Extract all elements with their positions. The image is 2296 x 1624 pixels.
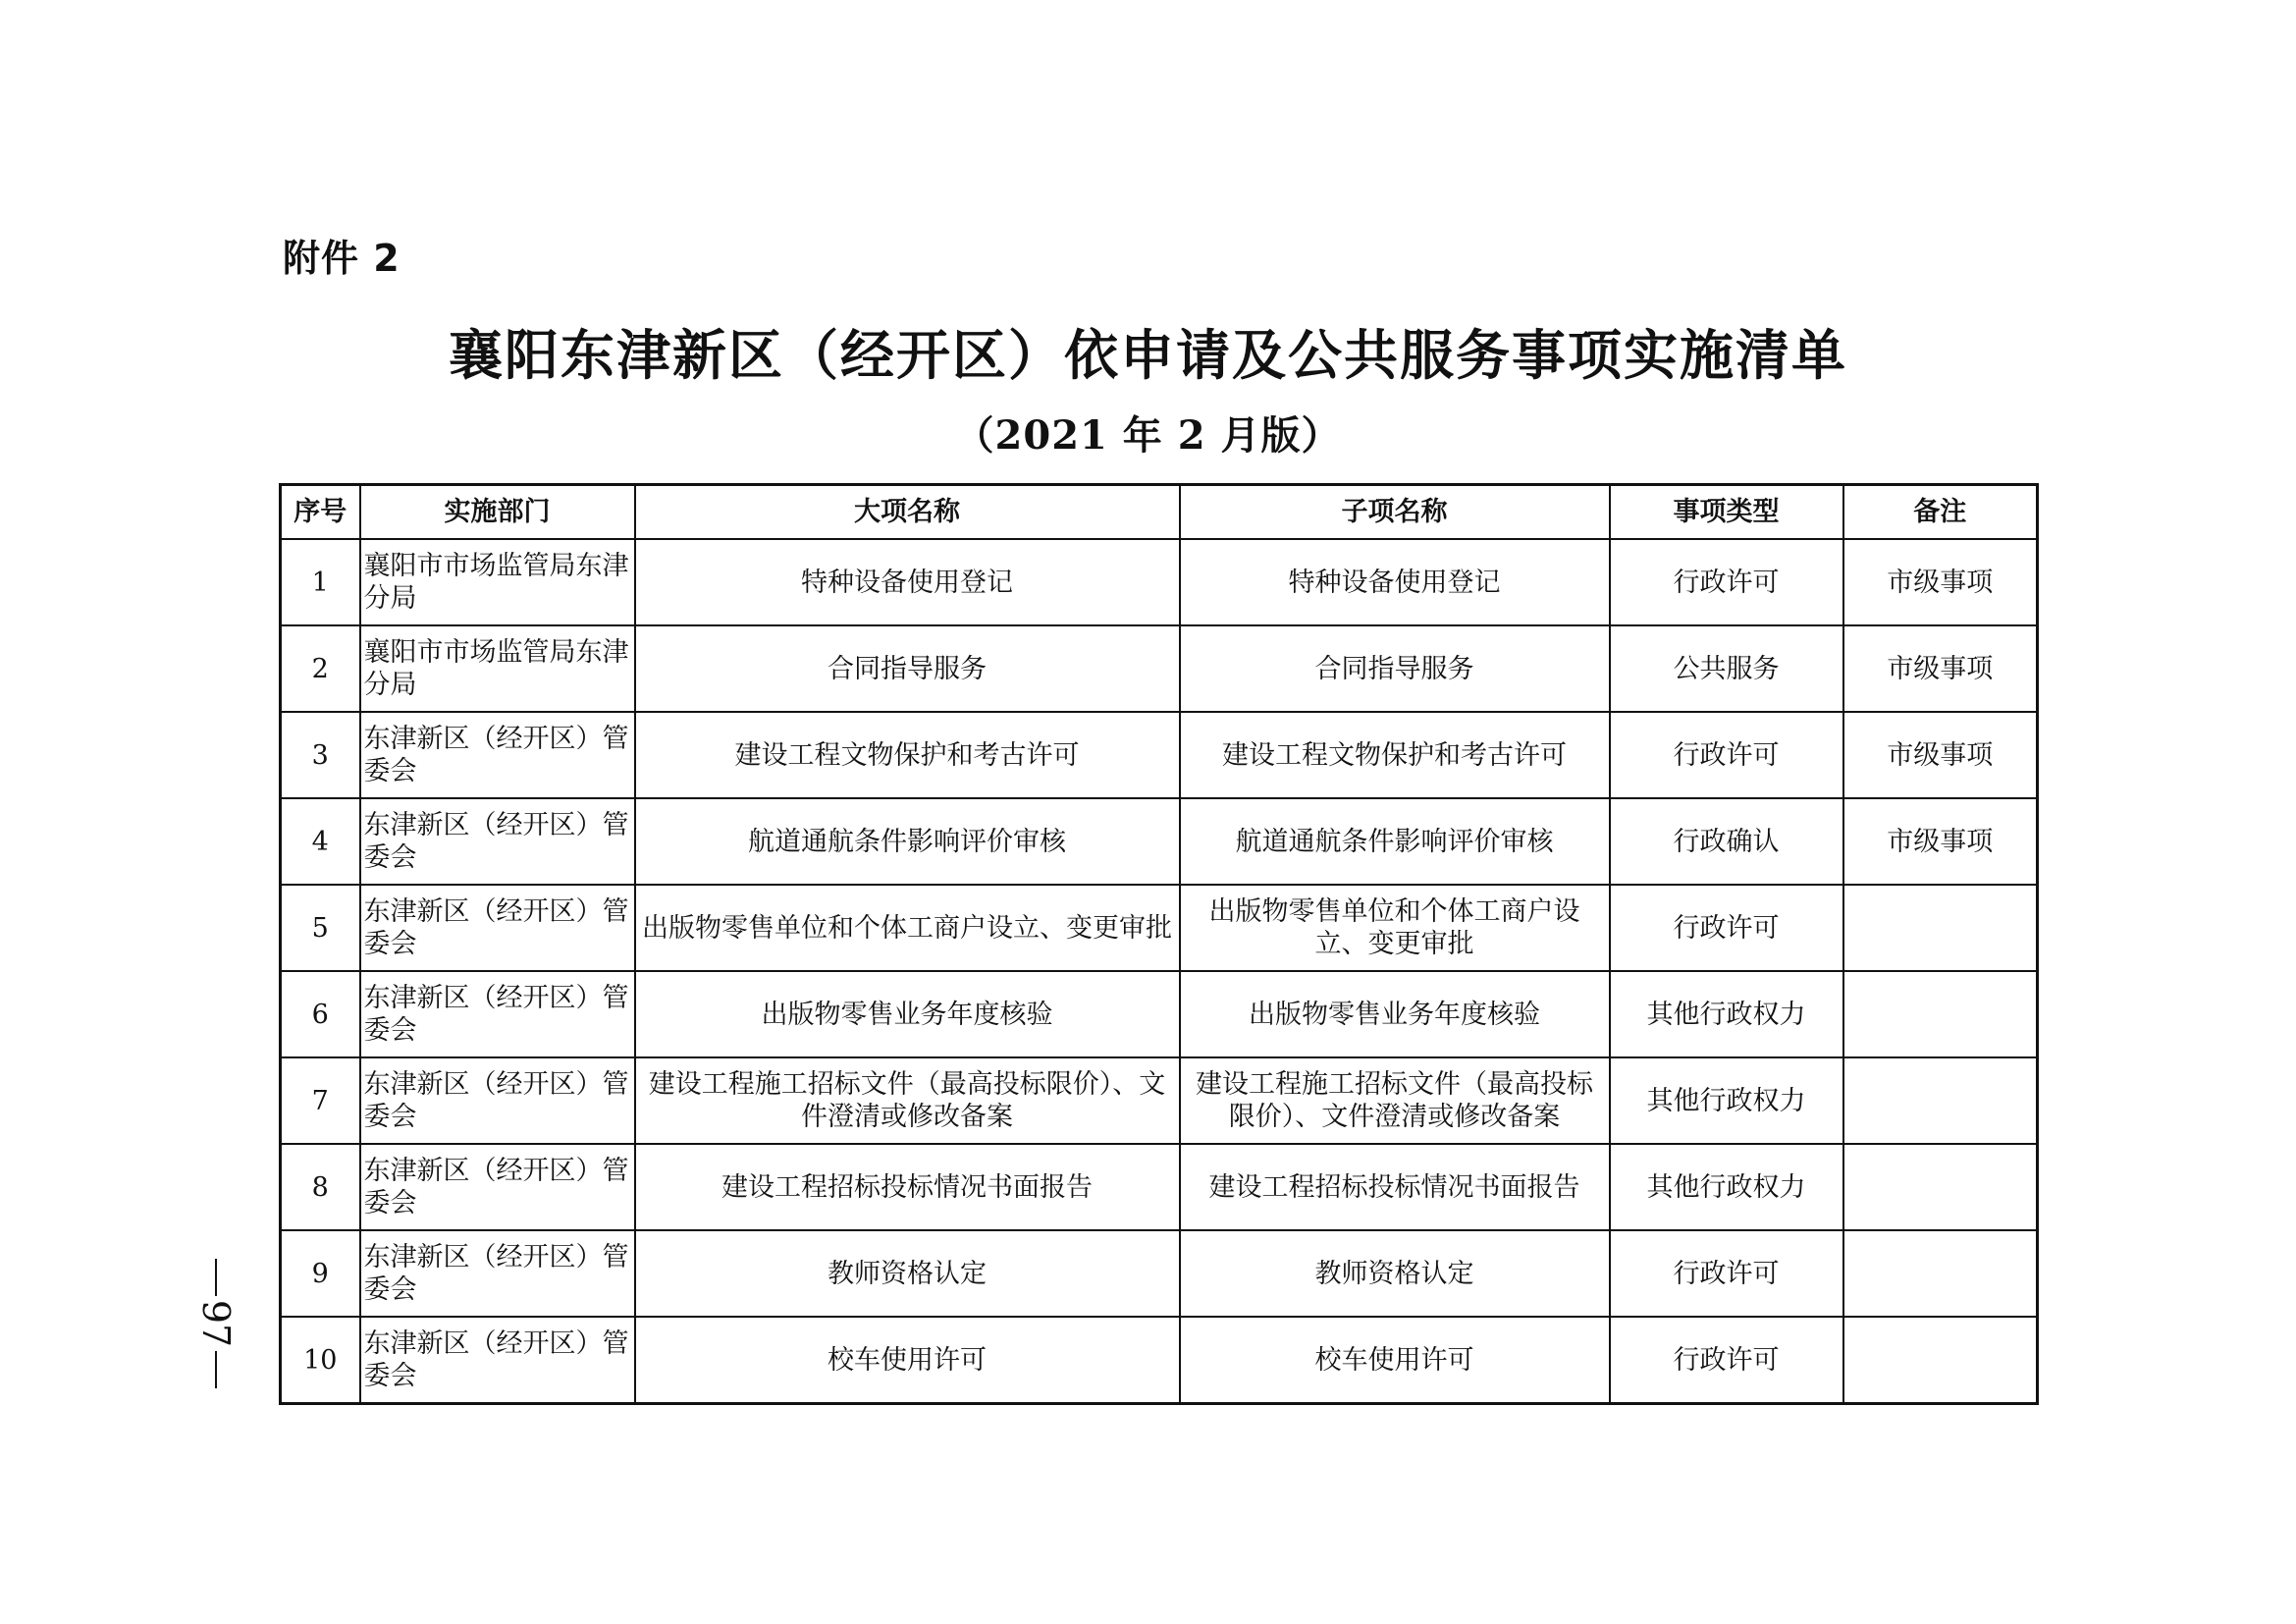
cell-sub-item: 出版物零售单位和个体工商户设立、变更审批 bbox=[1180, 885, 1610, 971]
cell-sub-item: 建设工程招标投标情况书面报告 bbox=[1180, 1144, 1610, 1230]
cell-item-type: 行政许可 bbox=[1610, 1230, 1843, 1317]
cell-remarks: 市级事项 bbox=[1843, 625, 2038, 712]
table-row bbox=[281, 1057, 2038, 1144]
cell-sub-item: 特种设备使用登记 bbox=[1180, 539, 1610, 625]
table-row bbox=[281, 885, 2038, 971]
cell-item-type: 其他行政权力 bbox=[1610, 1057, 1843, 1144]
table-row bbox=[281, 1144, 2038, 1230]
table-row bbox=[281, 1317, 2038, 1404]
cell-sub-item: 建设工程文物保护和考古许可 bbox=[1180, 712, 1610, 798]
cell-remarks bbox=[1843, 1057, 2038, 1144]
cell-index: 4 bbox=[281, 798, 360, 885]
cell-main-item: 建设工程招标投标情况书面报告 bbox=[635, 1144, 1180, 1230]
cell-sub-item: 合同指导服务 bbox=[1180, 625, 1610, 712]
cell-item-type: 行政许可 bbox=[1610, 1317, 1843, 1404]
cell-index: 9 bbox=[281, 1230, 360, 1317]
cell-main-item: 建设工程文物保护和考古许可 bbox=[635, 712, 1180, 798]
cell-main-item: 特种设备使用登记 bbox=[635, 539, 1180, 625]
cell-item-type: 行政确认 bbox=[1610, 798, 1843, 885]
cell-item-type: 其他行政权力 bbox=[1610, 971, 1843, 1057]
cell-remarks: 市级事项 bbox=[1843, 712, 2038, 798]
page-number-dash-top bbox=[215, 1259, 217, 1296]
document-title: 襄阳东津新区（经开区）依申请及公共服务事项实施清单 bbox=[448, 324, 1847, 387]
cell-index: 7 bbox=[281, 1057, 360, 1144]
table-row bbox=[281, 625, 2038, 712]
cell-sub-item: 建设工程施工招标文件（最高投标限价）、文件澄清或修改备案 bbox=[1180, 1057, 1610, 1144]
cell-remarks bbox=[1843, 1317, 2038, 1404]
cell-department: 东津新区（经开区）管委会 bbox=[360, 1317, 635, 1404]
cell-main-item: 建设工程施工招标文件（最高投标限价）、文件澄清或修改备案 bbox=[635, 1057, 1180, 1144]
cell-remarks: 市级事项 bbox=[1843, 798, 2038, 885]
cell-remarks bbox=[1843, 1144, 2038, 1230]
cell-index: 2 bbox=[281, 625, 360, 712]
cell-item-type: 公共服务 bbox=[1610, 625, 1843, 712]
cell-item-type: 行政许可 bbox=[1610, 712, 1843, 798]
cell-department: 襄阳市市场监管局东津分局 bbox=[360, 539, 635, 625]
table-row bbox=[281, 539, 2038, 625]
cell-index: 6 bbox=[281, 971, 360, 1057]
cell-index: 10 bbox=[281, 1317, 360, 1404]
cell-department: 东津新区（经开区）管委会 bbox=[360, 712, 635, 798]
header-sub-item: 子项名称 bbox=[1180, 485, 1610, 540]
cell-department: 东津新区（经开区）管委会 bbox=[360, 798, 635, 885]
cell-remarks bbox=[1843, 1230, 2038, 1317]
service-items-table bbox=[279, 483, 2039, 1405]
cell-main-item: 出版物零售业务年度核验 bbox=[635, 971, 1180, 1057]
cell-main-item: 出版物零售单位和个体工商户设立、变更审批 bbox=[635, 885, 1180, 971]
cell-department: 襄阳市市场监管局东津分局 bbox=[360, 625, 635, 712]
header-main-item: 大项名称 bbox=[635, 485, 1180, 540]
cell-item-type: 行政许可 bbox=[1610, 539, 1843, 625]
cell-department: 东津新区（经开区）管委会 bbox=[360, 1057, 635, 1144]
table-row bbox=[281, 1230, 2038, 1317]
page-number-dash-bottom bbox=[215, 1351, 217, 1388]
cell-remarks: 市级事项 bbox=[1843, 539, 2038, 625]
page-number-text: 97 bbox=[193, 1299, 238, 1348]
cell-department: 东津新区（经开区）管委会 bbox=[360, 1144, 635, 1230]
header-department: 实施部门 bbox=[360, 485, 635, 540]
attachment-label: 附件 2 bbox=[283, 237, 400, 280]
cell-department: 东津新区（经开区）管委会 bbox=[360, 1230, 635, 1317]
cell-sub-item: 出版物零售业务年度核验 bbox=[1180, 971, 1610, 1057]
cell-main-item: 教师资格认定 bbox=[635, 1230, 1180, 1317]
cell-sub-item: 教师资格认定 bbox=[1180, 1230, 1610, 1317]
cell-index: 3 bbox=[281, 712, 360, 798]
cell-remarks bbox=[1843, 885, 2038, 971]
cell-department: 东津新区（经开区）管委会 bbox=[360, 971, 635, 1057]
cell-remarks bbox=[1843, 971, 2038, 1057]
table-header-row bbox=[281, 485, 2038, 540]
page-number bbox=[187, 1259, 245, 1406]
cell-sub-item: 航道通航条件影响评价审核 bbox=[1180, 798, 1610, 885]
cell-main-item: 合同指导服务 bbox=[635, 625, 1180, 712]
cell-item-type: 行政许可 bbox=[1610, 885, 1843, 971]
cell-index: 8 bbox=[281, 1144, 360, 1230]
cell-main-item: 校车使用许可 bbox=[635, 1317, 1180, 1404]
header-index: 序号 bbox=[281, 485, 360, 540]
document-subtitle: （2021 年 2 月版） bbox=[954, 412, 1342, 459]
cell-item-type: 其他行政权力 bbox=[1610, 1144, 1843, 1230]
cell-sub-item: 校车使用许可 bbox=[1180, 1317, 1610, 1404]
cell-main-item: 航道通航条件影响评价审核 bbox=[635, 798, 1180, 885]
header-item-type: 事项类型 bbox=[1610, 485, 1843, 540]
table-row bbox=[281, 712, 2038, 798]
table-row bbox=[281, 798, 2038, 885]
cell-department: 东津新区（经开区）管委会 bbox=[360, 885, 635, 971]
table-row bbox=[281, 971, 2038, 1057]
cell-index: 1 bbox=[281, 539, 360, 625]
header-remarks: 备注 bbox=[1843, 485, 2038, 540]
cell-index: 5 bbox=[281, 885, 360, 971]
